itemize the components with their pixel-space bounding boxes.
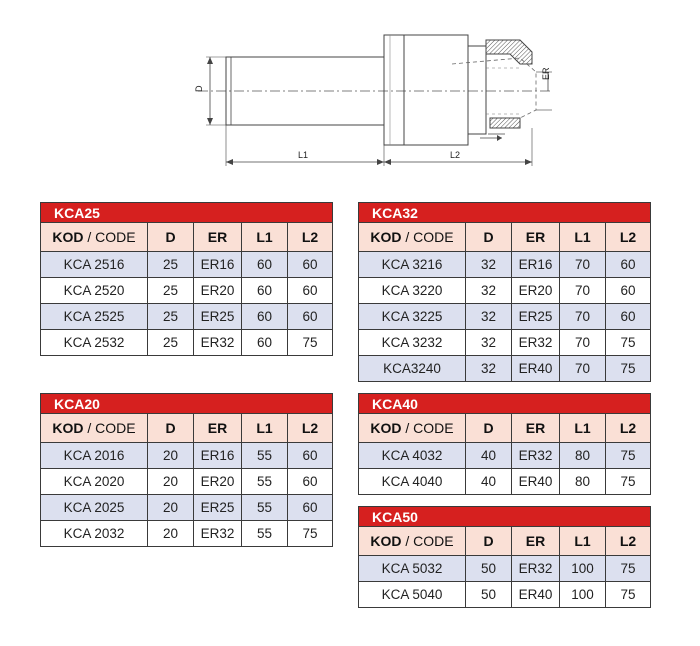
header-l1: L1	[242, 223, 288, 252]
table-row: KCA 2516 25 ER16 60 60	[41, 252, 333, 278]
header-er: ER	[512, 223, 560, 252]
technical-drawing	[0, 0, 700, 175]
header-l2: L2	[288, 414, 333, 443]
table-kca40	[358, 393, 651, 495]
header-l1: L1	[242, 414, 288, 443]
table-title: KCA32	[359, 203, 651, 223]
body-outline	[384, 35, 404, 145]
header-l1: L1	[560, 527, 606, 556]
label-er: ER	[541, 67, 551, 80]
table-kca32	[358, 202, 651, 382]
table-kca25	[40, 202, 333, 356]
label-d: D	[194, 85, 204, 92]
header-er: ER	[194, 223, 242, 252]
header-l2: L2	[606, 414, 651, 443]
table-row: KCA 2032 20 ER32 55 75	[41, 521, 333, 547]
header-l2: L2	[288, 223, 333, 252]
table-kca50	[358, 506, 651, 608]
header-er: ER	[194, 414, 242, 443]
header-l2: L2	[606, 223, 651, 252]
table-row: KCA 4040 40 ER40 80 75	[359, 469, 651, 495]
header-d: D	[148, 414, 194, 443]
table-row: KCA 2016 20 ER16 55 60	[41, 443, 333, 469]
table-row: KCA 2025 20 ER25 55 60	[41, 495, 333, 521]
header-d: D	[466, 527, 512, 556]
header-l2: L2	[606, 527, 651, 556]
label-l1: L1	[298, 150, 309, 160]
table-title: KCA20	[41, 394, 333, 414]
table-row: KCA 3225 32 ER25 70 60	[359, 304, 651, 330]
table-row: KCA 2020 20 ER20 55 60	[41, 469, 333, 495]
table-row: KCA 5032 50 ER32 100 75	[359, 556, 651, 582]
table-row: KCA 5040 50 ER40 100 75	[359, 582, 651, 608]
table-title: KCA25	[41, 203, 333, 223]
table-row: KCA 3220 32 ER20 70 60	[359, 278, 651, 304]
header-d: D	[466, 223, 512, 252]
table-title: KCA50	[359, 507, 651, 527]
header-code: KOD / CODE	[359, 414, 466, 443]
header-d: D	[466, 414, 512, 443]
header-code: KOD / CODE	[359, 527, 466, 556]
header-code: KOD / CODE	[359, 223, 466, 252]
table-title: KCA40	[359, 394, 651, 414]
header-er: ER	[512, 527, 560, 556]
label-l2: L2	[450, 150, 461, 160]
header-l1: L1	[560, 223, 606, 252]
header-code: KOD / CODE	[41, 223, 148, 252]
table-row: KCA 3232 32 ER32 70 75	[359, 330, 651, 356]
header-d: D	[148, 223, 194, 252]
header-er: ER	[512, 414, 560, 443]
header-code: KOD / CODE	[41, 414, 148, 443]
table-row: KCA 2525 25 ER25 60 60	[41, 304, 333, 330]
table-row: KCA 2520 25 ER20 60 60	[41, 278, 333, 304]
header-l1: L1	[560, 414, 606, 443]
table-kca20	[40, 393, 333, 547]
table-row: KCA 2532 25 ER32 60 75	[41, 330, 333, 356]
table-row: KCA 4032 40 ER32 80 75	[359, 443, 651, 469]
table-row: KCA3240 32 ER40 70 75	[359, 356, 651, 382]
nut-section	[486, 40, 532, 64]
table-row: KCA 3216 32 ER16 70 60	[359, 252, 651, 278]
